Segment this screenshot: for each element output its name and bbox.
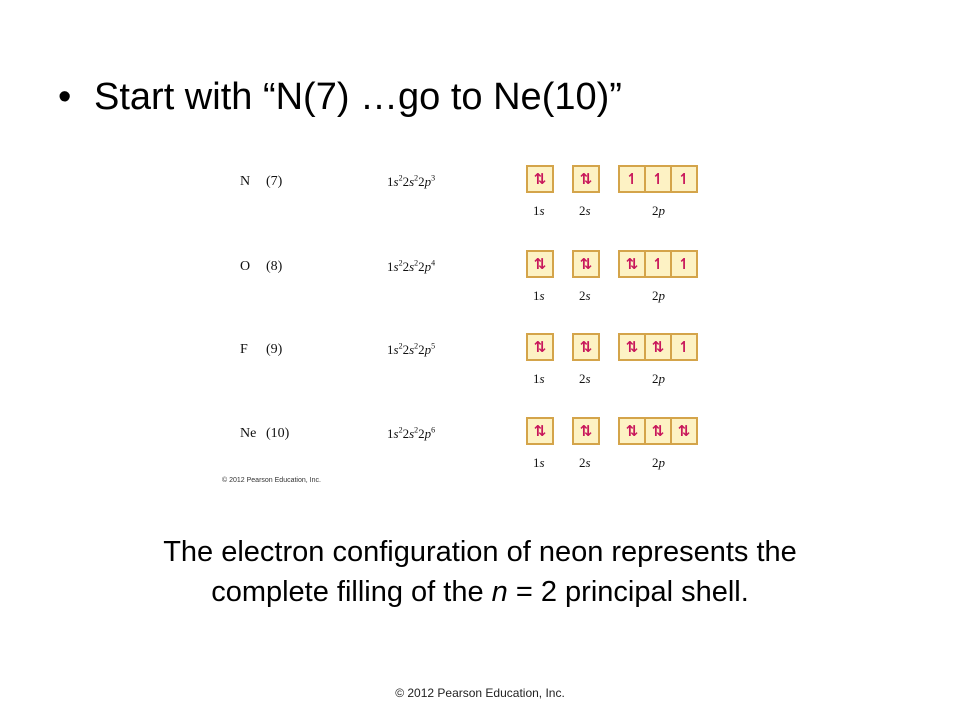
orbital-1s: [526, 165, 554, 193]
element-label: [240, 259, 282, 275]
atomic-number: (7): [266, 174, 283, 189]
orbital-box: ⇅: [672, 417, 698, 445]
label-1s: 1s: [533, 455, 545, 470]
label-1s: 1s: [533, 288, 545, 303]
atomic-number: (8): [266, 259, 283, 274]
orbital-box: ↿: [646, 250, 672, 278]
orbital-2s: [572, 165, 600, 193]
label-2s: 2s: [579, 371, 591, 386]
label-2p: 2p: [652, 288, 665, 303]
electron-configuration: $1s^22s^22p^5$: [387, 341, 436, 357]
label-2p: 2p: [652, 455, 665, 470]
label-2p: 2p: [652, 371, 665, 386]
diagram-copyright: © 2012 Pearson Education, Inc.: [222, 477, 321, 484]
orbital-box: ⇅: [618, 333, 646, 361]
orbital-box: ⇅: [646, 333, 672, 361]
element-symbol: O: [240, 259, 251, 274]
row-nitrogen: [0, 165, 960, 225]
orbital-box: ↿: [646, 165, 672, 193]
orbital-box: ↿: [672, 250, 698, 278]
heading-text: Start with “N(7) …go to Ne(10)”: [94, 76, 622, 118]
orbital-box: ⇅: [572, 165, 600, 193]
label-1s: 1s: [533, 371, 545, 386]
caption-line-1: The electron configuration of neon represents the: [163, 536, 797, 568]
row-fluorine: [0, 333, 960, 393]
orbital-1s: [526, 250, 554, 278]
orbital-1s: [526, 417, 554, 445]
caption: [0, 532, 960, 612]
orbital-box: ↿: [618, 165, 646, 193]
orbital-box: ⇅: [526, 165, 554, 193]
label-2s: 2s: [579, 455, 591, 470]
orbital-box: ⇅: [526, 250, 554, 278]
element-symbol: N: [240, 174, 251, 189]
orbital-2s: [572, 250, 600, 278]
orbital-2p: [618, 250, 698, 278]
orbital-box: ↿: [672, 333, 698, 361]
bullet-icon: •: [58, 76, 72, 118]
orbital-box: ⇅: [618, 250, 646, 278]
element-symbol: F: [240, 342, 248, 357]
orbital-box: ⇅: [572, 250, 600, 278]
label-2s: 2s: [579, 288, 591, 303]
row-oxygen: [0, 250, 960, 310]
orbital-box: ↿: [672, 165, 698, 193]
electron-configuration: $1s^22s^22p^4$: [387, 258, 436, 274]
orbital-2p: [618, 165, 698, 193]
element-label: [240, 174, 282, 190]
label-2s: 2s: [579, 203, 591, 218]
slide-footer: © 2012 Pearson Education, Inc.: [395, 686, 565, 700]
caption-variable: n: [491, 576, 508, 608]
label-2p: 2p: [652, 203, 665, 218]
atomic-number: (10): [266, 426, 290, 441]
label-1s: 1s: [533, 203, 545, 218]
orbital-2p: [618, 417, 698, 445]
element-label: [240, 426, 289, 442]
orbital-box: ⇅: [618, 417, 646, 445]
row-neon: [0, 417, 960, 477]
orbital-1s: [526, 333, 554, 361]
atomic-number: (9): [266, 342, 283, 357]
orbital-box: ⇅: [526, 333, 554, 361]
orbital-2s: [572, 333, 600, 361]
orbital-2p: [618, 333, 698, 361]
element-symbol: Ne: [240, 426, 257, 441]
orbital-2s: [572, 417, 600, 445]
caption-line-2: complete filling of the n = 2 principal shell.: [211, 576, 749, 608]
electron-configuration: $1s^22s^22p^3$: [387, 173, 436, 189]
electron-configuration: $1s^22s^22p^6$: [387, 425, 436, 441]
element-label: [240, 342, 282, 358]
orbital-box: ⇅: [572, 333, 600, 361]
orbital-box: ⇅: [646, 417, 672, 445]
orbital-box: ⇅: [572, 417, 600, 445]
orbital-box: ⇅: [526, 417, 554, 445]
